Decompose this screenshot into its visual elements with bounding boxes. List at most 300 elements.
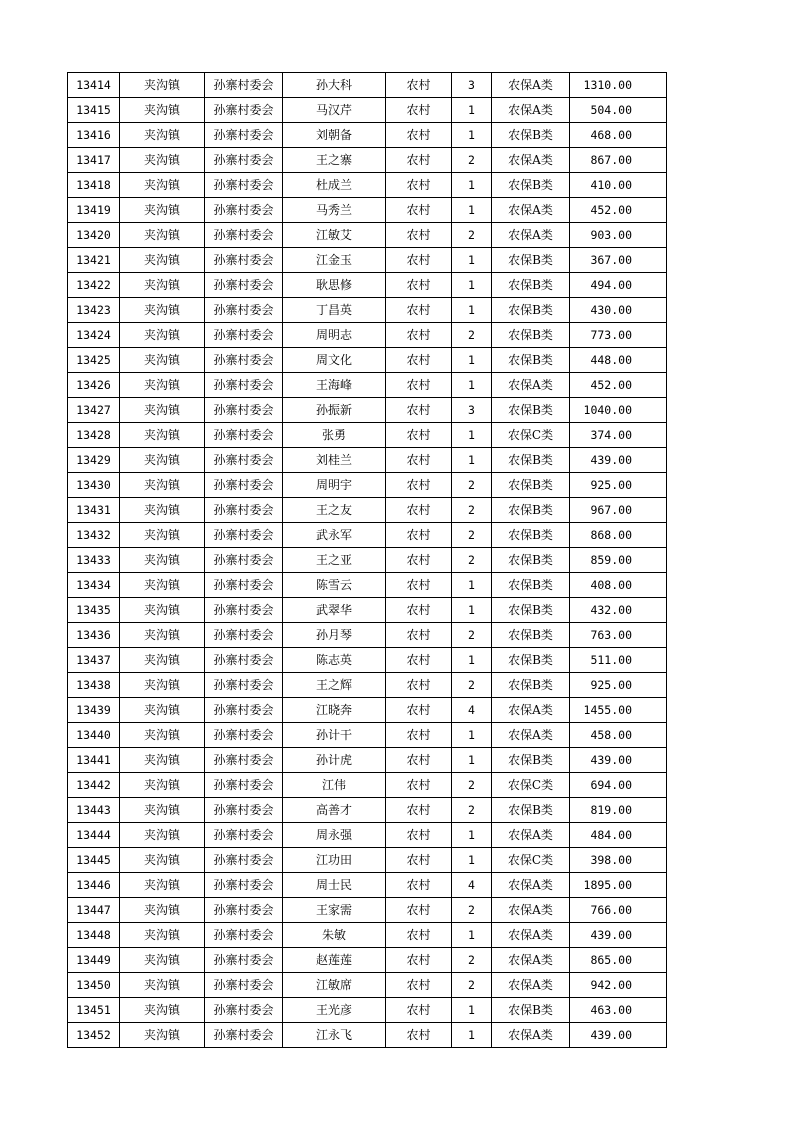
record-id-cell: 13447 xyxy=(68,898,120,923)
member-count-cell: 2 xyxy=(452,473,492,498)
household-type-cell: 农村 xyxy=(386,873,452,898)
record-id-cell: 13424 xyxy=(68,323,120,348)
record-id-cell: 13422 xyxy=(68,273,120,298)
village-committee-cell: 孙寨村委会 xyxy=(205,448,283,473)
amount-cell: 925.00 xyxy=(570,673,667,698)
record-id-cell: 13434 xyxy=(68,573,120,598)
member-count-cell: 1 xyxy=(452,273,492,298)
insurance-category-cell: 农保A类 xyxy=(492,198,570,223)
person-name-cell: 周文化 xyxy=(283,348,386,373)
table-row xyxy=(68,523,667,548)
record-id-cell: 13451 xyxy=(68,998,120,1023)
table-row xyxy=(68,698,667,723)
household-type-cell: 农村 xyxy=(386,848,452,873)
person-name-cell: 王之寨 xyxy=(283,148,386,173)
village-committee-cell: 孙寨村委会 xyxy=(205,698,283,723)
record-id-cell: 13445 xyxy=(68,848,120,873)
amount-cell: 925.00 xyxy=(570,473,667,498)
member-count-cell: 1 xyxy=(452,1023,492,1048)
amount-cell: 766.00 xyxy=(570,898,667,923)
amount-cell: 763.00 xyxy=(570,623,667,648)
table-row xyxy=(68,998,667,1023)
record-id-cell: 13433 xyxy=(68,548,120,573)
household-type-cell: 农村 xyxy=(386,723,452,748)
insurance-category-cell: 农保B类 xyxy=(492,123,570,148)
amount-cell: 463.00 xyxy=(570,998,667,1023)
household-type-cell: 农村 xyxy=(386,273,452,298)
table-row xyxy=(68,323,667,348)
town-cell: 夹沟镇 xyxy=(120,723,205,748)
amount-cell: 868.00 xyxy=(570,523,667,548)
table-row xyxy=(68,973,667,998)
table-row xyxy=(68,723,667,748)
household-type-cell: 农村 xyxy=(386,1023,452,1048)
insurance-category-cell: 农保A类 xyxy=(492,223,570,248)
person-name-cell: 刘桂兰 xyxy=(283,448,386,473)
insurance-category-cell: 农保B类 xyxy=(492,673,570,698)
record-id-cell: 13423 xyxy=(68,298,120,323)
household-type-cell: 农村 xyxy=(386,998,452,1023)
household-type-cell: 农村 xyxy=(386,573,452,598)
person-name-cell: 王海峰 xyxy=(283,373,386,398)
amount-cell: 942.00 xyxy=(570,973,667,998)
table-row xyxy=(68,948,667,973)
village-committee-cell: 孙寨村委会 xyxy=(205,798,283,823)
table-row xyxy=(68,773,667,798)
household-type-cell: 农村 xyxy=(386,98,452,123)
household-type-cell: 农村 xyxy=(386,698,452,723)
town-cell: 夹沟镇 xyxy=(120,448,205,473)
insurance-category-cell: 农保B类 xyxy=(492,573,570,598)
household-type-cell: 农村 xyxy=(386,823,452,848)
town-cell: 夹沟镇 xyxy=(120,773,205,798)
member-count-cell: 3 xyxy=(452,398,492,423)
household-type-cell: 农村 xyxy=(386,448,452,473)
record-id-cell: 13414 xyxy=(68,73,120,98)
amount-cell: 865.00 xyxy=(570,948,667,973)
insurance-category-cell: 农保A类 xyxy=(492,698,570,723)
table-row xyxy=(68,98,667,123)
amount-cell: 967.00 xyxy=(570,498,667,523)
person-name-cell: 武永军 xyxy=(283,523,386,548)
record-id-cell: 13440 xyxy=(68,723,120,748)
insurance-category-cell: 农保A类 xyxy=(492,98,570,123)
household-type-cell: 农村 xyxy=(386,748,452,773)
village-committee-cell: 孙寨村委会 xyxy=(205,498,283,523)
amount-cell: 1310.00 xyxy=(570,73,667,98)
member-count-cell: 4 xyxy=(452,698,492,723)
member-count-cell: 1 xyxy=(452,848,492,873)
insurance-category-cell: 农保B类 xyxy=(492,348,570,373)
member-count-cell: 1 xyxy=(452,173,492,198)
person-name-cell: 江功田 xyxy=(283,848,386,873)
town-cell: 夹沟镇 xyxy=(120,948,205,973)
member-count-cell: 1 xyxy=(452,823,492,848)
village-committee-cell: 孙寨村委会 xyxy=(205,273,283,298)
table-row xyxy=(68,348,667,373)
household-type-cell: 农村 xyxy=(386,673,452,698)
village-committee-cell: 孙寨村委会 xyxy=(205,423,283,448)
member-count-cell: 2 xyxy=(452,548,492,573)
insurance-category-cell: 农保A类 xyxy=(492,148,570,173)
insurance-category-cell: 农保B类 xyxy=(492,548,570,573)
record-id-cell: 13429 xyxy=(68,448,120,473)
table-row xyxy=(68,798,667,823)
village-committee-cell: 孙寨村委会 xyxy=(205,773,283,798)
household-type-cell: 农村 xyxy=(386,648,452,673)
record-id-cell: 13416 xyxy=(68,123,120,148)
member-count-cell: 2 xyxy=(452,498,492,523)
village-committee-cell: 孙寨村委会 xyxy=(205,648,283,673)
person-name-cell: 江永飞 xyxy=(283,1023,386,1048)
person-name-cell: 江伟 xyxy=(283,773,386,798)
member-count-cell: 1 xyxy=(452,298,492,323)
record-id-cell: 13415 xyxy=(68,98,120,123)
person-name-cell: 高善才 xyxy=(283,798,386,823)
town-cell: 夹沟镇 xyxy=(120,348,205,373)
table-row xyxy=(68,748,667,773)
household-type-cell: 农村 xyxy=(386,248,452,273)
amount-cell: 504.00 xyxy=(570,98,667,123)
household-type-cell: 农村 xyxy=(386,173,452,198)
record-id-cell: 13436 xyxy=(68,623,120,648)
record-id-cell: 13437 xyxy=(68,648,120,673)
person-name-cell: 马汉芹 xyxy=(283,98,386,123)
town-cell: 夹沟镇 xyxy=(120,673,205,698)
village-committee-cell: 孙寨村委会 xyxy=(205,598,283,623)
village-committee-cell: 孙寨村委会 xyxy=(205,373,283,398)
town-cell: 夹沟镇 xyxy=(120,73,205,98)
amount-cell: 408.00 xyxy=(570,573,667,598)
amount-cell: 773.00 xyxy=(570,323,667,348)
village-committee-cell: 孙寨村委会 xyxy=(205,898,283,923)
table-row xyxy=(68,1023,667,1048)
insurance-category-cell: 农保A类 xyxy=(492,923,570,948)
record-id-cell: 13421 xyxy=(68,248,120,273)
amount-cell: 439.00 xyxy=(570,1023,667,1048)
table-row xyxy=(68,448,667,473)
member-count-cell: 2 xyxy=(452,523,492,548)
record-id-cell: 13449 xyxy=(68,948,120,973)
town-cell: 夹沟镇 xyxy=(120,873,205,898)
amount-cell: 468.00 xyxy=(570,123,667,148)
insurance-category-cell: 农保B类 xyxy=(492,623,570,648)
person-name-cell: 王之亚 xyxy=(283,548,386,573)
table-row xyxy=(68,398,667,423)
household-type-cell: 农村 xyxy=(386,473,452,498)
village-committee-cell: 孙寨村委会 xyxy=(205,1023,283,1048)
insurance-category-cell: 农保C类 xyxy=(492,848,570,873)
record-id-cell: 13435 xyxy=(68,598,120,623)
amount-cell: 1040.00 xyxy=(570,398,667,423)
member-count-cell: 3 xyxy=(452,73,492,98)
amount-cell: 367.00 xyxy=(570,248,667,273)
amount-cell: 903.00 xyxy=(570,223,667,248)
household-type-cell: 农村 xyxy=(386,398,452,423)
insurance-category-cell: 农保B类 xyxy=(492,798,570,823)
record-id-cell: 13439 xyxy=(68,698,120,723)
member-count-cell: 1 xyxy=(452,248,492,273)
person-name-cell: 孙月琴 xyxy=(283,623,386,648)
town-cell: 夹沟镇 xyxy=(120,148,205,173)
table-row xyxy=(68,248,667,273)
table-row xyxy=(68,548,667,573)
amount-cell: 1455.00 xyxy=(570,698,667,723)
person-name-cell: 江敏席 xyxy=(283,973,386,998)
person-name-cell: 周永强 xyxy=(283,823,386,848)
table-row xyxy=(68,898,667,923)
amount-cell: 494.00 xyxy=(570,273,667,298)
person-name-cell: 张勇 xyxy=(283,423,386,448)
village-committee-cell: 孙寨村委会 xyxy=(205,223,283,248)
insurance-category-cell: 农保C类 xyxy=(492,423,570,448)
record-id-cell: 13419 xyxy=(68,198,120,223)
member-count-cell: 1 xyxy=(452,573,492,598)
village-committee-cell: 孙寨村委会 xyxy=(205,998,283,1023)
member-count-cell: 1 xyxy=(452,123,492,148)
insurance-category-cell: 农保A类 xyxy=(492,973,570,998)
table-row xyxy=(68,823,667,848)
town-cell: 夹沟镇 xyxy=(120,398,205,423)
member-count-cell: 1 xyxy=(452,648,492,673)
record-id-cell: 13450 xyxy=(68,973,120,998)
town-cell: 夹沟镇 xyxy=(120,848,205,873)
household-type-cell: 农村 xyxy=(386,798,452,823)
table-row xyxy=(68,598,667,623)
town-cell: 夹沟镇 xyxy=(120,923,205,948)
member-count-cell: 2 xyxy=(452,323,492,348)
village-committee-cell: 孙寨村委会 xyxy=(205,323,283,348)
insurance-category-cell: 农保A类 xyxy=(492,73,570,98)
village-committee-cell: 孙寨村委会 xyxy=(205,923,283,948)
town-cell: 夹沟镇 xyxy=(120,248,205,273)
village-committee-cell: 孙寨村委会 xyxy=(205,73,283,98)
record-id-cell: 13444 xyxy=(68,823,120,848)
town-cell: 夹沟镇 xyxy=(120,223,205,248)
village-committee-cell: 孙寨村委会 xyxy=(205,173,283,198)
record-id-cell: 13448 xyxy=(68,923,120,948)
record-id-cell: 13427 xyxy=(68,398,120,423)
amount-cell: 859.00 xyxy=(570,548,667,573)
household-type-cell: 农村 xyxy=(386,523,452,548)
record-id-cell: 13442 xyxy=(68,773,120,798)
town-cell: 夹沟镇 xyxy=(120,798,205,823)
insurance-category-cell: 农保B类 xyxy=(492,998,570,1023)
person-name-cell: 周明宇 xyxy=(283,473,386,498)
table-row xyxy=(68,148,667,173)
records-table xyxy=(67,72,667,1048)
member-count-cell: 2 xyxy=(452,623,492,648)
record-id-cell: 13452 xyxy=(68,1023,120,1048)
records-body xyxy=(68,73,667,1048)
town-cell: 夹沟镇 xyxy=(120,973,205,998)
town-cell: 夹沟镇 xyxy=(120,523,205,548)
village-committee-cell: 孙寨村委会 xyxy=(205,623,283,648)
village-committee-cell: 孙寨村委会 xyxy=(205,548,283,573)
insurance-category-cell: 农保A类 xyxy=(492,948,570,973)
town-cell: 夹沟镇 xyxy=(120,323,205,348)
insurance-category-cell: 农保A类 xyxy=(492,723,570,748)
table-row xyxy=(68,673,667,698)
member-count-cell: 2 xyxy=(452,798,492,823)
person-name-cell: 周明志 xyxy=(283,323,386,348)
person-name-cell: 刘朝备 xyxy=(283,123,386,148)
table-row xyxy=(68,373,667,398)
amount-cell: 867.00 xyxy=(570,148,667,173)
town-cell: 夹沟镇 xyxy=(120,823,205,848)
town-cell: 夹沟镇 xyxy=(120,698,205,723)
household-type-cell: 农村 xyxy=(386,498,452,523)
record-id-cell: 13418 xyxy=(68,173,120,198)
household-type-cell: 农村 xyxy=(386,548,452,573)
village-committee-cell: 孙寨村委会 xyxy=(205,298,283,323)
amount-cell: 458.00 xyxy=(570,723,667,748)
amount-cell: 374.00 xyxy=(570,423,667,448)
person-name-cell: 耿思修 xyxy=(283,273,386,298)
household-type-cell: 农村 xyxy=(386,198,452,223)
record-id-cell: 13425 xyxy=(68,348,120,373)
amount-cell: 439.00 xyxy=(570,923,667,948)
insurance-category-cell: 农保B类 xyxy=(492,598,570,623)
table-row xyxy=(68,223,667,248)
member-count-cell: 1 xyxy=(452,423,492,448)
village-committee-cell: 孙寨村委会 xyxy=(205,873,283,898)
town-cell: 夹沟镇 xyxy=(120,373,205,398)
insurance-category-cell: 农保B类 xyxy=(492,323,570,348)
person-name-cell: 赵莲莲 xyxy=(283,948,386,973)
household-type-cell: 农村 xyxy=(386,348,452,373)
insurance-category-cell: 农保B类 xyxy=(492,273,570,298)
record-id-cell: 13441 xyxy=(68,748,120,773)
table-row xyxy=(68,298,667,323)
member-count-cell: 2 xyxy=(452,223,492,248)
household-type-cell: 农村 xyxy=(386,948,452,973)
insurance-category-cell: 农保B类 xyxy=(492,398,570,423)
insurance-category-cell: 农保B类 xyxy=(492,298,570,323)
village-committee-cell: 孙寨村委会 xyxy=(205,473,283,498)
town-cell: 夹沟镇 xyxy=(120,648,205,673)
member-count-cell: 1 xyxy=(452,923,492,948)
member-count-cell: 2 xyxy=(452,973,492,998)
person-name-cell: 武翠华 xyxy=(283,598,386,623)
insurance-category-cell: 农保B类 xyxy=(492,448,570,473)
person-name-cell: 王光彦 xyxy=(283,998,386,1023)
person-name-cell: 丁昌英 xyxy=(283,298,386,323)
member-count-cell: 2 xyxy=(452,898,492,923)
town-cell: 夹沟镇 xyxy=(120,1023,205,1048)
table-row xyxy=(68,423,667,448)
town-cell: 夹沟镇 xyxy=(120,198,205,223)
person-name-cell: 江晓奔 xyxy=(283,698,386,723)
record-id-cell: 13446 xyxy=(68,873,120,898)
amount-cell: 484.00 xyxy=(570,823,667,848)
village-committee-cell: 孙寨村委会 xyxy=(205,573,283,598)
table-row xyxy=(68,573,667,598)
member-count-cell: 2 xyxy=(452,773,492,798)
household-type-cell: 农村 xyxy=(386,623,452,648)
town-cell: 夹沟镇 xyxy=(120,548,205,573)
insurance-category-cell: 农保A类 xyxy=(492,898,570,923)
household-type-cell: 农村 xyxy=(386,373,452,398)
person-name-cell: 陈志英 xyxy=(283,648,386,673)
village-committee-cell: 孙寨村委会 xyxy=(205,948,283,973)
insurance-category-cell: 农保B类 xyxy=(492,648,570,673)
town-cell: 夹沟镇 xyxy=(120,898,205,923)
town-cell: 夹沟镇 xyxy=(120,998,205,1023)
town-cell: 夹沟镇 xyxy=(120,473,205,498)
household-type-cell: 农村 xyxy=(386,298,452,323)
person-name-cell: 江敏艾 xyxy=(283,223,386,248)
village-committee-cell: 孙寨村委会 xyxy=(205,398,283,423)
table-row xyxy=(68,73,667,98)
town-cell: 夹沟镇 xyxy=(120,498,205,523)
insurance-category-cell: 农保B类 xyxy=(492,473,570,498)
amount-cell: 694.00 xyxy=(570,773,667,798)
household-type-cell: 农村 xyxy=(386,923,452,948)
town-cell: 夹沟镇 xyxy=(120,123,205,148)
amount-cell: 430.00 xyxy=(570,298,667,323)
town-cell: 夹沟镇 xyxy=(120,598,205,623)
table-row xyxy=(68,198,667,223)
person-name-cell: 陈雪云 xyxy=(283,573,386,598)
record-id-cell: 13432 xyxy=(68,523,120,548)
insurance-category-cell: 农保B类 xyxy=(492,523,570,548)
amount-cell: 410.00 xyxy=(570,173,667,198)
amount-cell: 439.00 xyxy=(570,748,667,773)
town-cell: 夹沟镇 xyxy=(120,623,205,648)
insurance-category-cell: 农保C类 xyxy=(492,773,570,798)
insurance-category-cell: 农保A类 xyxy=(492,373,570,398)
record-id-cell: 13430 xyxy=(68,473,120,498)
village-committee-cell: 孙寨村委会 xyxy=(205,248,283,273)
table-row xyxy=(68,273,667,298)
household-type-cell: 农村 xyxy=(386,73,452,98)
amount-cell: 452.00 xyxy=(570,198,667,223)
person-name-cell: 王之友 xyxy=(283,498,386,523)
insurance-category-cell: 农保A类 xyxy=(492,823,570,848)
village-committee-cell: 孙寨村委会 xyxy=(205,523,283,548)
household-type-cell: 农村 xyxy=(386,973,452,998)
person-name-cell: 江金玉 xyxy=(283,248,386,273)
insurance-category-cell: 农保B类 xyxy=(492,248,570,273)
household-type-cell: 农村 xyxy=(386,223,452,248)
table-row xyxy=(68,873,667,898)
amount-cell: 819.00 xyxy=(570,798,667,823)
person-name-cell: 杜成兰 xyxy=(283,173,386,198)
village-committee-cell: 孙寨村委会 xyxy=(205,748,283,773)
record-id-cell: 13420 xyxy=(68,223,120,248)
village-committee-cell: 孙寨村委会 xyxy=(205,123,283,148)
town-cell: 夹沟镇 xyxy=(120,273,205,298)
village-committee-cell: 孙寨村委会 xyxy=(205,673,283,698)
amount-cell: 448.00 xyxy=(570,348,667,373)
insurance-category-cell: 农保B类 xyxy=(492,748,570,773)
record-id-cell: 13428 xyxy=(68,423,120,448)
town-cell: 夹沟镇 xyxy=(120,173,205,198)
village-committee-cell: 孙寨村委会 xyxy=(205,148,283,173)
table-row xyxy=(68,623,667,648)
table-row xyxy=(68,648,667,673)
member-count-cell: 1 xyxy=(452,348,492,373)
household-type-cell: 农村 xyxy=(386,773,452,798)
amount-cell: 432.00 xyxy=(570,598,667,623)
table-row xyxy=(68,923,667,948)
member-count-cell: 2 xyxy=(452,148,492,173)
amount-cell: 1895.00 xyxy=(570,873,667,898)
village-committee-cell: 孙寨村委会 xyxy=(205,723,283,748)
household-type-cell: 农村 xyxy=(386,123,452,148)
table-row xyxy=(68,173,667,198)
